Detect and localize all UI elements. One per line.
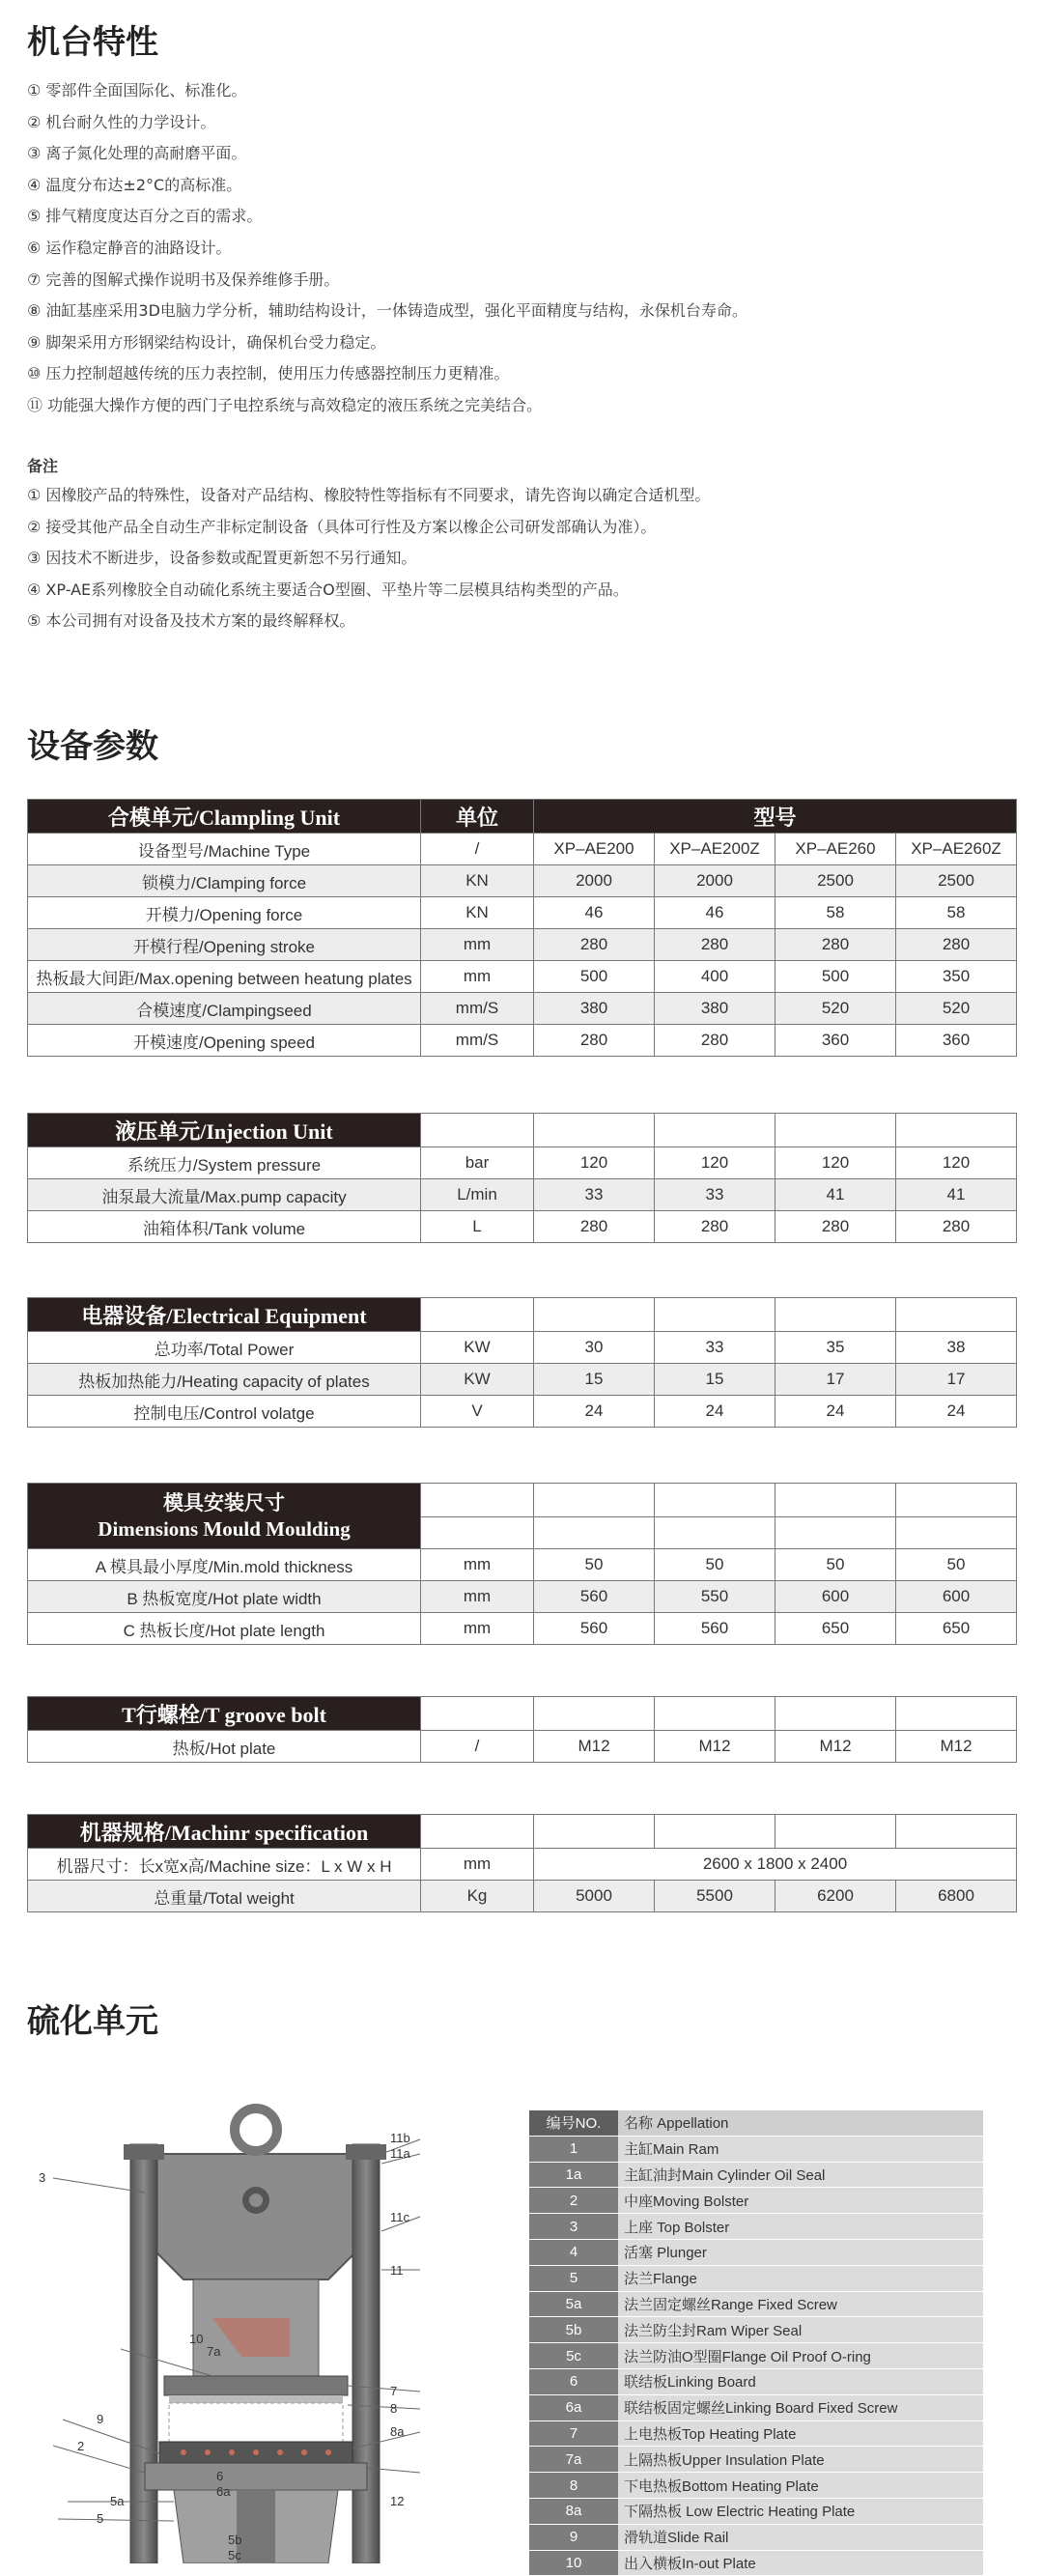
legend-no: 6a bbox=[529, 2394, 618, 2420]
note-item: ② 接受其他产品全自动生产非标定制设备（具体可行性及方案以橡企公司研发部确认为准）。 bbox=[27, 517, 657, 536]
machine-weight-value: 6800 bbox=[896, 1881, 1017, 1912]
spec-value: 380 bbox=[655, 993, 775, 1025]
spec-value: 46 bbox=[655, 897, 775, 929]
legend-row bbox=[529, 2188, 983, 2214]
mould-rows bbox=[28, 1549, 1017, 1645]
feature-item: ⑥ 运作稳定静音的油路设计。 bbox=[27, 238, 232, 257]
spec-value: 520 bbox=[896, 993, 1017, 1025]
spec-value: 33 bbox=[655, 1179, 775, 1211]
tgroove-header: T行螺栓/T groove bolt bbox=[28, 1697, 421, 1731]
legend-rows bbox=[529, 2136, 983, 2576]
legend-name: 上隔热板Upper Insulation Plate bbox=[618, 2447, 983, 2473]
callout-label: 5c bbox=[228, 2548, 241, 2562]
clamping-unit-header: 合模单元/Clampling Unit bbox=[28, 800, 421, 834]
spec-unit: V bbox=[421, 1396, 534, 1428]
spec-unit: bar bbox=[421, 1147, 534, 1179]
spec-label: 热板最大间距/Max.opening between heatung plates bbox=[28, 961, 421, 993]
callout-label: 5a bbox=[110, 2494, 125, 2508]
spec-value: M12 bbox=[896, 1731, 1017, 1763]
callout-label: 7a bbox=[207, 2344, 221, 2359]
spec-row bbox=[28, 929, 1017, 961]
callout-label: 11c bbox=[390, 2210, 409, 2224]
legend-row bbox=[529, 2473, 983, 2499]
callout-label: 8a bbox=[390, 2424, 405, 2439]
spec-label: 油泵最大流量/Max.pump capacity bbox=[28, 1179, 421, 1211]
mould-header-en: Dimensions Mould Moulding bbox=[98, 1516, 351, 1541]
spec-label: A 模具最小厚度/Min.mold thickness bbox=[28, 1549, 421, 1581]
spec-value: 280 bbox=[655, 929, 775, 961]
legend-header-name: 名称 Appellation bbox=[618, 2110, 983, 2136]
legend-no: 3 bbox=[529, 2214, 618, 2240]
spec-row bbox=[28, 834, 1017, 865]
spec-value: 33 bbox=[534, 1179, 655, 1211]
specs-title: 设备参数 bbox=[27, 727, 158, 766]
legend-row bbox=[529, 2447, 983, 2473]
spec-value: XP–AE260 bbox=[775, 834, 896, 865]
legend-no: 2 bbox=[529, 2188, 618, 2214]
spec-value: 120 bbox=[655, 1147, 775, 1179]
spec-row bbox=[28, 1396, 1017, 1428]
note-item: ⑤ 本公司拥有对设备及技术方案的最终解释权。 bbox=[27, 611, 355, 631]
feature-item: ⑧ 油缸基座采用3D电脑力学分析，辅助结构设计，一体铸造成型，强化平面精度与结构，永保机台寿命。 bbox=[27, 301, 747, 321]
spec-row bbox=[28, 1179, 1017, 1211]
spec-unit: mm/S bbox=[421, 993, 534, 1025]
spec-value: 560 bbox=[534, 1613, 655, 1645]
callout-label: 11a bbox=[390, 2146, 410, 2161]
spec-value: 550 bbox=[655, 1581, 775, 1613]
spec-unit: mm/S bbox=[421, 1025, 534, 1057]
callout-label: 8 bbox=[390, 2401, 398, 2416]
legend-row bbox=[529, 2420, 983, 2447]
electrical-header: 电器设备/Electrical Equipment bbox=[28, 1298, 421, 1332]
legend-no: 6 bbox=[529, 2368, 618, 2394]
spec-value: 500 bbox=[534, 961, 655, 993]
notes-title: 备注 bbox=[27, 457, 59, 475]
legend-row bbox=[529, 2214, 983, 2240]
spec-value: 38 bbox=[896, 1332, 1017, 1364]
spec-value: 58 bbox=[896, 897, 1017, 929]
spec-label: B 热板宽度/Hot plate width bbox=[28, 1581, 421, 1613]
spec-value: 50 bbox=[655, 1549, 775, 1581]
mould-table bbox=[27, 1483, 1017, 1645]
spec-label: 热板加热能力/Heating capacity of plates bbox=[28, 1364, 421, 1396]
spec-value: XP–AE260Z bbox=[896, 834, 1017, 865]
legend-row bbox=[529, 2394, 983, 2420]
spec-row bbox=[28, 1332, 1017, 1364]
top-heating-plate bbox=[164, 2376, 348, 2395]
callout-label: 3 bbox=[39, 2170, 46, 2185]
spec-value: 41 bbox=[896, 1179, 1017, 1211]
feature-item: ③ 离子氮化处理的高耐磨平面。 bbox=[27, 144, 247, 163]
upper-insulation-plate bbox=[169, 2395, 343, 2403]
spec-value: 650 bbox=[775, 1613, 896, 1645]
spec-value: 30 bbox=[534, 1332, 655, 1364]
spec-value: 600 bbox=[775, 1581, 896, 1613]
tgroove-rows bbox=[28, 1731, 1017, 1763]
spec-row bbox=[28, 1211, 1017, 1243]
spec-value: 50 bbox=[896, 1549, 1017, 1581]
spec-row bbox=[28, 961, 1017, 993]
spec-value: 24 bbox=[534, 1396, 655, 1428]
spec-row bbox=[28, 897, 1017, 929]
spec-value: 560 bbox=[534, 1581, 655, 1613]
clamping-table bbox=[27, 799, 1017, 1057]
machine-weight-label: 总重量/Total weight bbox=[28, 1881, 421, 1912]
legend-no: 8 bbox=[529, 2473, 618, 2499]
machine-size-label: 机器尺寸：长x宽x高/Machine size：L x W x H bbox=[28, 1849, 421, 1881]
spec-unit: L/min bbox=[421, 1179, 534, 1211]
spec-label: 热板/Hot plate bbox=[28, 1731, 421, 1763]
legend-name: 上电热板Top Heating Plate bbox=[618, 2420, 983, 2447]
spec-value: 24 bbox=[655, 1396, 775, 1428]
legend-name: 法兰防油O型圈Flange Oil Proof O-ring bbox=[618, 2343, 983, 2369]
mould-header-cn: 模具安装尺寸 bbox=[163, 1490, 285, 1514]
machine-weight-value: 6200 bbox=[775, 1881, 896, 1912]
feature-item: ⑦ 完善的图解式操作说明书及保养维修手册。 bbox=[27, 269, 340, 289]
spec-value: 280 bbox=[775, 1211, 896, 1243]
feature-item: ② 机台耐久性的力学设计。 bbox=[27, 112, 216, 131]
callout-label: 5 bbox=[97, 2511, 104, 2526]
legend-no: 10 bbox=[529, 2550, 618, 2576]
spec-value: 2000 bbox=[655, 865, 775, 897]
feature-item: ⑤ 排气精度度达百分之百的需求。 bbox=[27, 207, 263, 226]
vulcanization-title: 硫化单元 bbox=[27, 2002, 158, 2041]
feature-item: ⑩ 压力控制超越传统的压力表控制，使用压力传感器控制压力更精准。 bbox=[27, 364, 510, 383]
legend-name: 下隔热板 Low Electric Heating Plate bbox=[618, 2498, 983, 2524]
callout-label: 6 bbox=[216, 2469, 224, 2483]
spec-label: 系统压力/System pressure bbox=[28, 1147, 421, 1179]
legend-row bbox=[529, 2136, 983, 2162]
spec-value: 120 bbox=[534, 1147, 655, 1179]
spec-value: 280 bbox=[655, 1211, 775, 1243]
spec-value: 15 bbox=[655, 1364, 775, 1396]
legend-name: 联结板Linking Board bbox=[618, 2368, 983, 2394]
spec-row bbox=[28, 1613, 1017, 1645]
spec-label: 总功率/Total Power bbox=[28, 1332, 421, 1364]
notes-list bbox=[27, 480, 710, 637]
legend-no: 7a bbox=[529, 2447, 618, 2473]
electrical-rows bbox=[28, 1332, 1017, 1428]
spec-label: 控制电压/Control volatge bbox=[28, 1396, 421, 1428]
spec-value: 24 bbox=[896, 1396, 1017, 1428]
parts-legend bbox=[529, 2110, 983, 2576]
note-item: ③ 因技术不断进步，设备参数或配置更新恕不另行通知。 bbox=[27, 549, 417, 568]
legend-row bbox=[529, 2343, 983, 2369]
legend-name: 中座Moving Bolster bbox=[618, 2188, 983, 2214]
spec-row bbox=[28, 1364, 1017, 1396]
legend-no: 5b bbox=[529, 2317, 618, 2343]
mould-gap bbox=[169, 2403, 343, 2442]
feature-item: ⑪ 功能强大操作方便的西门子电控系统与高效稳定的液压系统之完美结合。 bbox=[27, 395, 543, 414]
spec-value: 33 bbox=[655, 1332, 775, 1364]
legend-row bbox=[529, 2239, 983, 2265]
spec-value: 15 bbox=[534, 1364, 655, 1396]
spec-value: 280 bbox=[655, 1025, 775, 1057]
callout-label: 5b bbox=[228, 2533, 242, 2547]
spec-value: 24 bbox=[775, 1396, 896, 1428]
spec-value: 280 bbox=[775, 929, 896, 961]
callout-label: 11b bbox=[390, 2131, 410, 2145]
spec-value: 520 bbox=[775, 993, 896, 1025]
spec-value: 50 bbox=[534, 1549, 655, 1581]
spec-value: 58 bbox=[775, 897, 896, 929]
spec-label: C 热板长度/Hot plate length bbox=[28, 1613, 421, 1645]
callout-label: 11 bbox=[390, 2263, 404, 2278]
legend-no: 1 bbox=[529, 2136, 618, 2162]
spec-unit: mm bbox=[421, 929, 534, 961]
spec-value: 2000 bbox=[534, 865, 655, 897]
spec-row bbox=[28, 1581, 1017, 1613]
machine-header: 机器规格/Machinr specification bbox=[28, 1815, 421, 1849]
machine-table bbox=[27, 1814, 1017, 1912]
spec-row bbox=[28, 865, 1017, 897]
spec-value: 280 bbox=[534, 1025, 655, 1057]
injection-rows bbox=[28, 1147, 1017, 1243]
features-title: 机台特性 bbox=[27, 23, 158, 62]
legend-no: 8a bbox=[529, 2498, 618, 2524]
spec-unit: / bbox=[421, 834, 534, 865]
spec-value: 360 bbox=[896, 1025, 1017, 1057]
spec-unit: mm bbox=[421, 1549, 534, 1581]
tgroove-table bbox=[27, 1696, 1017, 1763]
legend-name: 法兰固定螺丝Range Fixed Screw bbox=[618, 2291, 983, 2317]
spec-label: 开模力/Opening force bbox=[28, 897, 421, 929]
spec-value: XP–AE200 bbox=[534, 834, 655, 865]
legend-name: 上座 Top Bolster bbox=[618, 2214, 983, 2240]
legend-name: 滑轨道Slide Rail bbox=[618, 2524, 983, 2550]
spec-value: 600 bbox=[896, 1581, 1017, 1613]
machine-size-unit: mm bbox=[421, 1849, 534, 1881]
spec-value: 46 bbox=[534, 897, 655, 929]
legend-name: 联结板固定螺丝Linking Board Fixed Screw bbox=[618, 2394, 983, 2420]
legend-name: 法兰防尘封Ram Wiper Seal bbox=[618, 2317, 983, 2343]
legend-row bbox=[529, 2291, 983, 2317]
spec-value: 17 bbox=[775, 1364, 896, 1396]
spec-row bbox=[28, 1731, 1017, 1763]
spec-value: 35 bbox=[775, 1332, 896, 1364]
injection-header: 液压单元/Injection Unit bbox=[28, 1114, 421, 1147]
spec-row bbox=[28, 993, 1017, 1025]
moving-bolster bbox=[145, 2463, 367, 2490]
legend-row bbox=[529, 2317, 983, 2343]
legend-row bbox=[529, 2265, 983, 2291]
unit-header: 单位 bbox=[421, 800, 534, 834]
machine-weight-value: 5000 bbox=[534, 1881, 655, 1912]
spec-unit: / bbox=[421, 1731, 534, 1763]
spec-unit: KW bbox=[421, 1364, 534, 1396]
spec-value: 50 bbox=[775, 1549, 896, 1581]
spec-value: 2500 bbox=[896, 865, 1017, 897]
legend-no: 7 bbox=[529, 2420, 618, 2447]
spec-value: M12 bbox=[655, 1731, 775, 1763]
spec-value: 120 bbox=[775, 1147, 896, 1179]
callout-label: 12 bbox=[390, 2494, 405, 2508]
left-column bbox=[130, 2144, 157, 2563]
spec-value: 280 bbox=[534, 929, 655, 961]
spec-label: 开模行程/Opening stroke bbox=[28, 929, 421, 961]
clamping-rows bbox=[28, 834, 1017, 1057]
top-bolster bbox=[145, 2154, 367, 2279]
right-column bbox=[352, 2144, 380, 2563]
legend-name: 法兰Flange bbox=[618, 2265, 983, 2291]
spec-value: 380 bbox=[534, 993, 655, 1025]
spec-unit: KN bbox=[421, 865, 534, 897]
legend-name: 活塞 Plunger bbox=[618, 2239, 983, 2265]
electrical-table bbox=[27, 1297, 1017, 1428]
legend-row bbox=[529, 2162, 983, 2188]
legend-no: 5a bbox=[529, 2291, 618, 2317]
spec-value: 400 bbox=[655, 961, 775, 993]
spec-value: 280 bbox=[896, 1211, 1017, 1243]
legend-name: 主缸Main Ram bbox=[618, 2136, 983, 2162]
legend-no: 5 bbox=[529, 2265, 618, 2291]
legend-no: 5c bbox=[529, 2343, 618, 2369]
callout-label: 7 bbox=[390, 2384, 398, 2398]
legend-name: 下电热板Bottom Heating Plate bbox=[618, 2473, 983, 2499]
spec-unit: mm bbox=[421, 961, 534, 993]
spec-row bbox=[28, 1147, 1017, 1179]
spec-value: 41 bbox=[775, 1179, 896, 1211]
mould-header bbox=[28, 1484, 421, 1549]
legend-name: 出入横板In-out Plate bbox=[618, 2550, 983, 2576]
spec-value: XP–AE200Z bbox=[655, 834, 775, 865]
spec-row bbox=[28, 1025, 1017, 1057]
spec-unit: mm bbox=[421, 1613, 534, 1645]
spec-label: 设备型号/Machine Type bbox=[28, 834, 421, 865]
spec-label: 油箱体积/Tank volume bbox=[28, 1211, 421, 1243]
spec-value: 280 bbox=[896, 929, 1017, 961]
spec-unit: L bbox=[421, 1211, 534, 1243]
legend-no: 4 bbox=[529, 2239, 618, 2265]
callout-label: 9 bbox=[97, 2412, 104, 2426]
spec-value: M12 bbox=[534, 1731, 655, 1763]
injection-table bbox=[27, 1113, 1017, 1243]
spec-row bbox=[28, 1549, 1017, 1581]
spec-label: 锁模力/Clamping force bbox=[28, 865, 421, 897]
callout-label: 10 bbox=[189, 2332, 204, 2346]
legend-row bbox=[529, 2524, 983, 2550]
press-diagram bbox=[39, 2086, 444, 2563]
feature-item: ① 零部件全面国际化、标准化。 bbox=[27, 81, 247, 99]
spec-label: 开模速度/Opening speed bbox=[28, 1025, 421, 1057]
note-item: ① 因橡胶产品的特殊性，设备对产品结构、橡胶特性等指标有不同要求，请先咨询以确定合适机型。 bbox=[27, 486, 711, 504]
machine-size-value: 2600 x 1800 x 2400 bbox=[534, 1849, 1017, 1881]
spec-value: 350 bbox=[896, 961, 1017, 993]
legend-row bbox=[529, 2498, 983, 2524]
spec-value: M12 bbox=[775, 1731, 896, 1763]
spec-unit: KW bbox=[421, 1332, 534, 1364]
lifting-eye bbox=[235, 2109, 277, 2151]
spec-value: 650 bbox=[896, 1613, 1017, 1645]
legend-header-no: 编号NO. bbox=[529, 2110, 618, 2136]
feature-item: ⑨ 脚架采用方形钢梁结构设计，确保机台受力稳定。 bbox=[27, 332, 386, 352]
spec-value: 17 bbox=[896, 1364, 1017, 1396]
callout-label: 6a bbox=[216, 2484, 231, 2499]
spec-value: 360 bbox=[775, 1025, 896, 1057]
legend-no: 1a bbox=[529, 2162, 618, 2188]
machine-weight-value: 5500 bbox=[655, 1881, 775, 1912]
legend-row bbox=[529, 2368, 983, 2394]
spec-unit: KN bbox=[421, 897, 534, 929]
spec-label: 合模速度/Clampingseed bbox=[28, 993, 421, 1025]
note-item: ④ XP-AE系列橡胶全自动硫化系统主要适合O型圈、平垫片等二层模具结构类型的产品。 bbox=[27, 580, 629, 599]
spec-value: 120 bbox=[896, 1147, 1017, 1179]
legend-row bbox=[529, 2550, 983, 2576]
legend-name: 主缸油封Main Cylinder Oil Seal bbox=[618, 2162, 983, 2188]
spec-unit: mm bbox=[421, 1581, 534, 1613]
spec-value: 280 bbox=[534, 1211, 655, 1243]
machine-weight-unit: Kg bbox=[421, 1881, 534, 1912]
features-list bbox=[27, 75, 747, 422]
feature-item: ④ 温度分布达±2°C的高标准。 bbox=[27, 175, 242, 194]
spec-value: 2500 bbox=[775, 865, 896, 897]
spec-value: 500 bbox=[775, 961, 896, 993]
callout-label: 2 bbox=[77, 2439, 85, 2453]
legend-no: 9 bbox=[529, 2524, 618, 2550]
spec-value: 560 bbox=[655, 1613, 775, 1645]
model-header: 型号 bbox=[534, 800, 1017, 834]
